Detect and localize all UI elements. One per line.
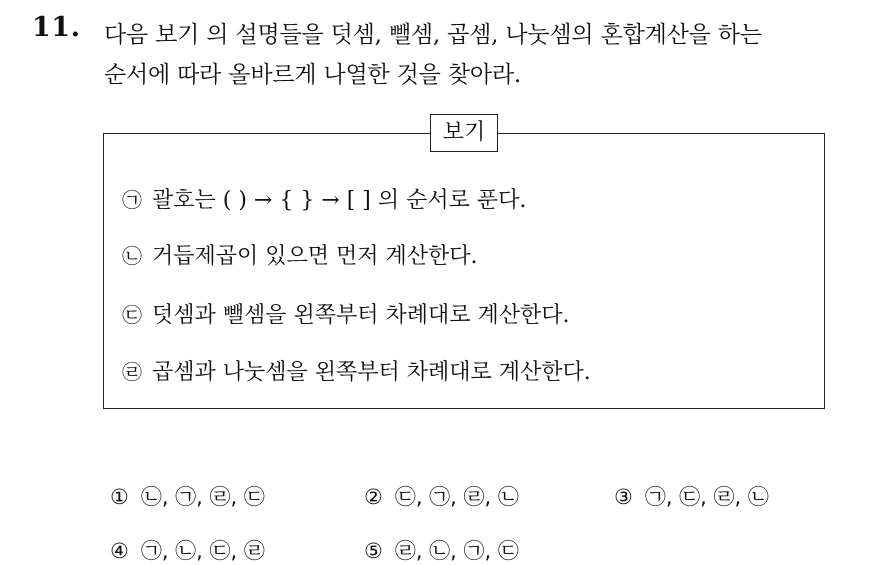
- question-number: 11.: [32, 12, 81, 43]
- option-number: ⑤: [364, 539, 383, 563]
- option-number: ①: [110, 485, 129, 509]
- example-item-1: [122, 183, 526, 214]
- answer-option-5[interactable]: [364, 535, 519, 565]
- item-marker: ㉢: [122, 303, 142, 327]
- item-text: 곱셈과 나눗셈을 왼쪽부터 차례대로 계산한다.: [152, 360, 591, 385]
- example-box-title: 보기: [430, 114, 498, 152]
- item-text: 덧셈과 뺄셈을 왼쪽부터 차례대로 계산한다.: [152, 303, 570, 328]
- answer-option-1[interactable]: [110, 481, 265, 511]
- option-number: ④: [110, 539, 129, 563]
- item-marker: ㉠: [122, 188, 142, 212]
- option-number: ②: [364, 485, 383, 509]
- answer-option-4[interactable]: [110, 535, 265, 565]
- option-text: ㉡, ㉠, ㉣, ㉢: [140, 485, 265, 509]
- example-item-4: [122, 355, 591, 386]
- answer-option-2[interactable]: [364, 481, 519, 511]
- answer-option-3[interactable]: [614, 481, 769, 511]
- item-text: 괄호는 ( ) → { } → [ ] 의 순서로 푼다.: [152, 188, 527, 213]
- question-text-line-1: 다음 보기 의 설명들을 덧셈, 뺄셈, 곱셈, 나눗셈의 혼합계산을 하는: [104, 22, 762, 48]
- option-text: ㉠, ㉡, ㉢, ㉣: [140, 539, 265, 563]
- example-item-3: [122, 298, 570, 329]
- item-marker: ㉡: [122, 244, 142, 268]
- item-text: 거듭제곱이 있으면 먼저 계산한다.: [152, 244, 478, 269]
- option-text: ㉢, ㉠, ㉣, ㉡: [394, 485, 519, 509]
- item-marker: ㉣: [122, 360, 142, 384]
- option-number: ③: [614, 485, 633, 509]
- question-text-line-2: 순서에 따라 올바르게 나열한 것을 찾아라.: [104, 62, 521, 88]
- option-text: ㉣, ㉡, ㉠, ㉢: [394, 539, 519, 563]
- example-item-2: [122, 239, 478, 270]
- option-text: ㉠, ㉢, ㉣, ㉡: [644, 485, 769, 509]
